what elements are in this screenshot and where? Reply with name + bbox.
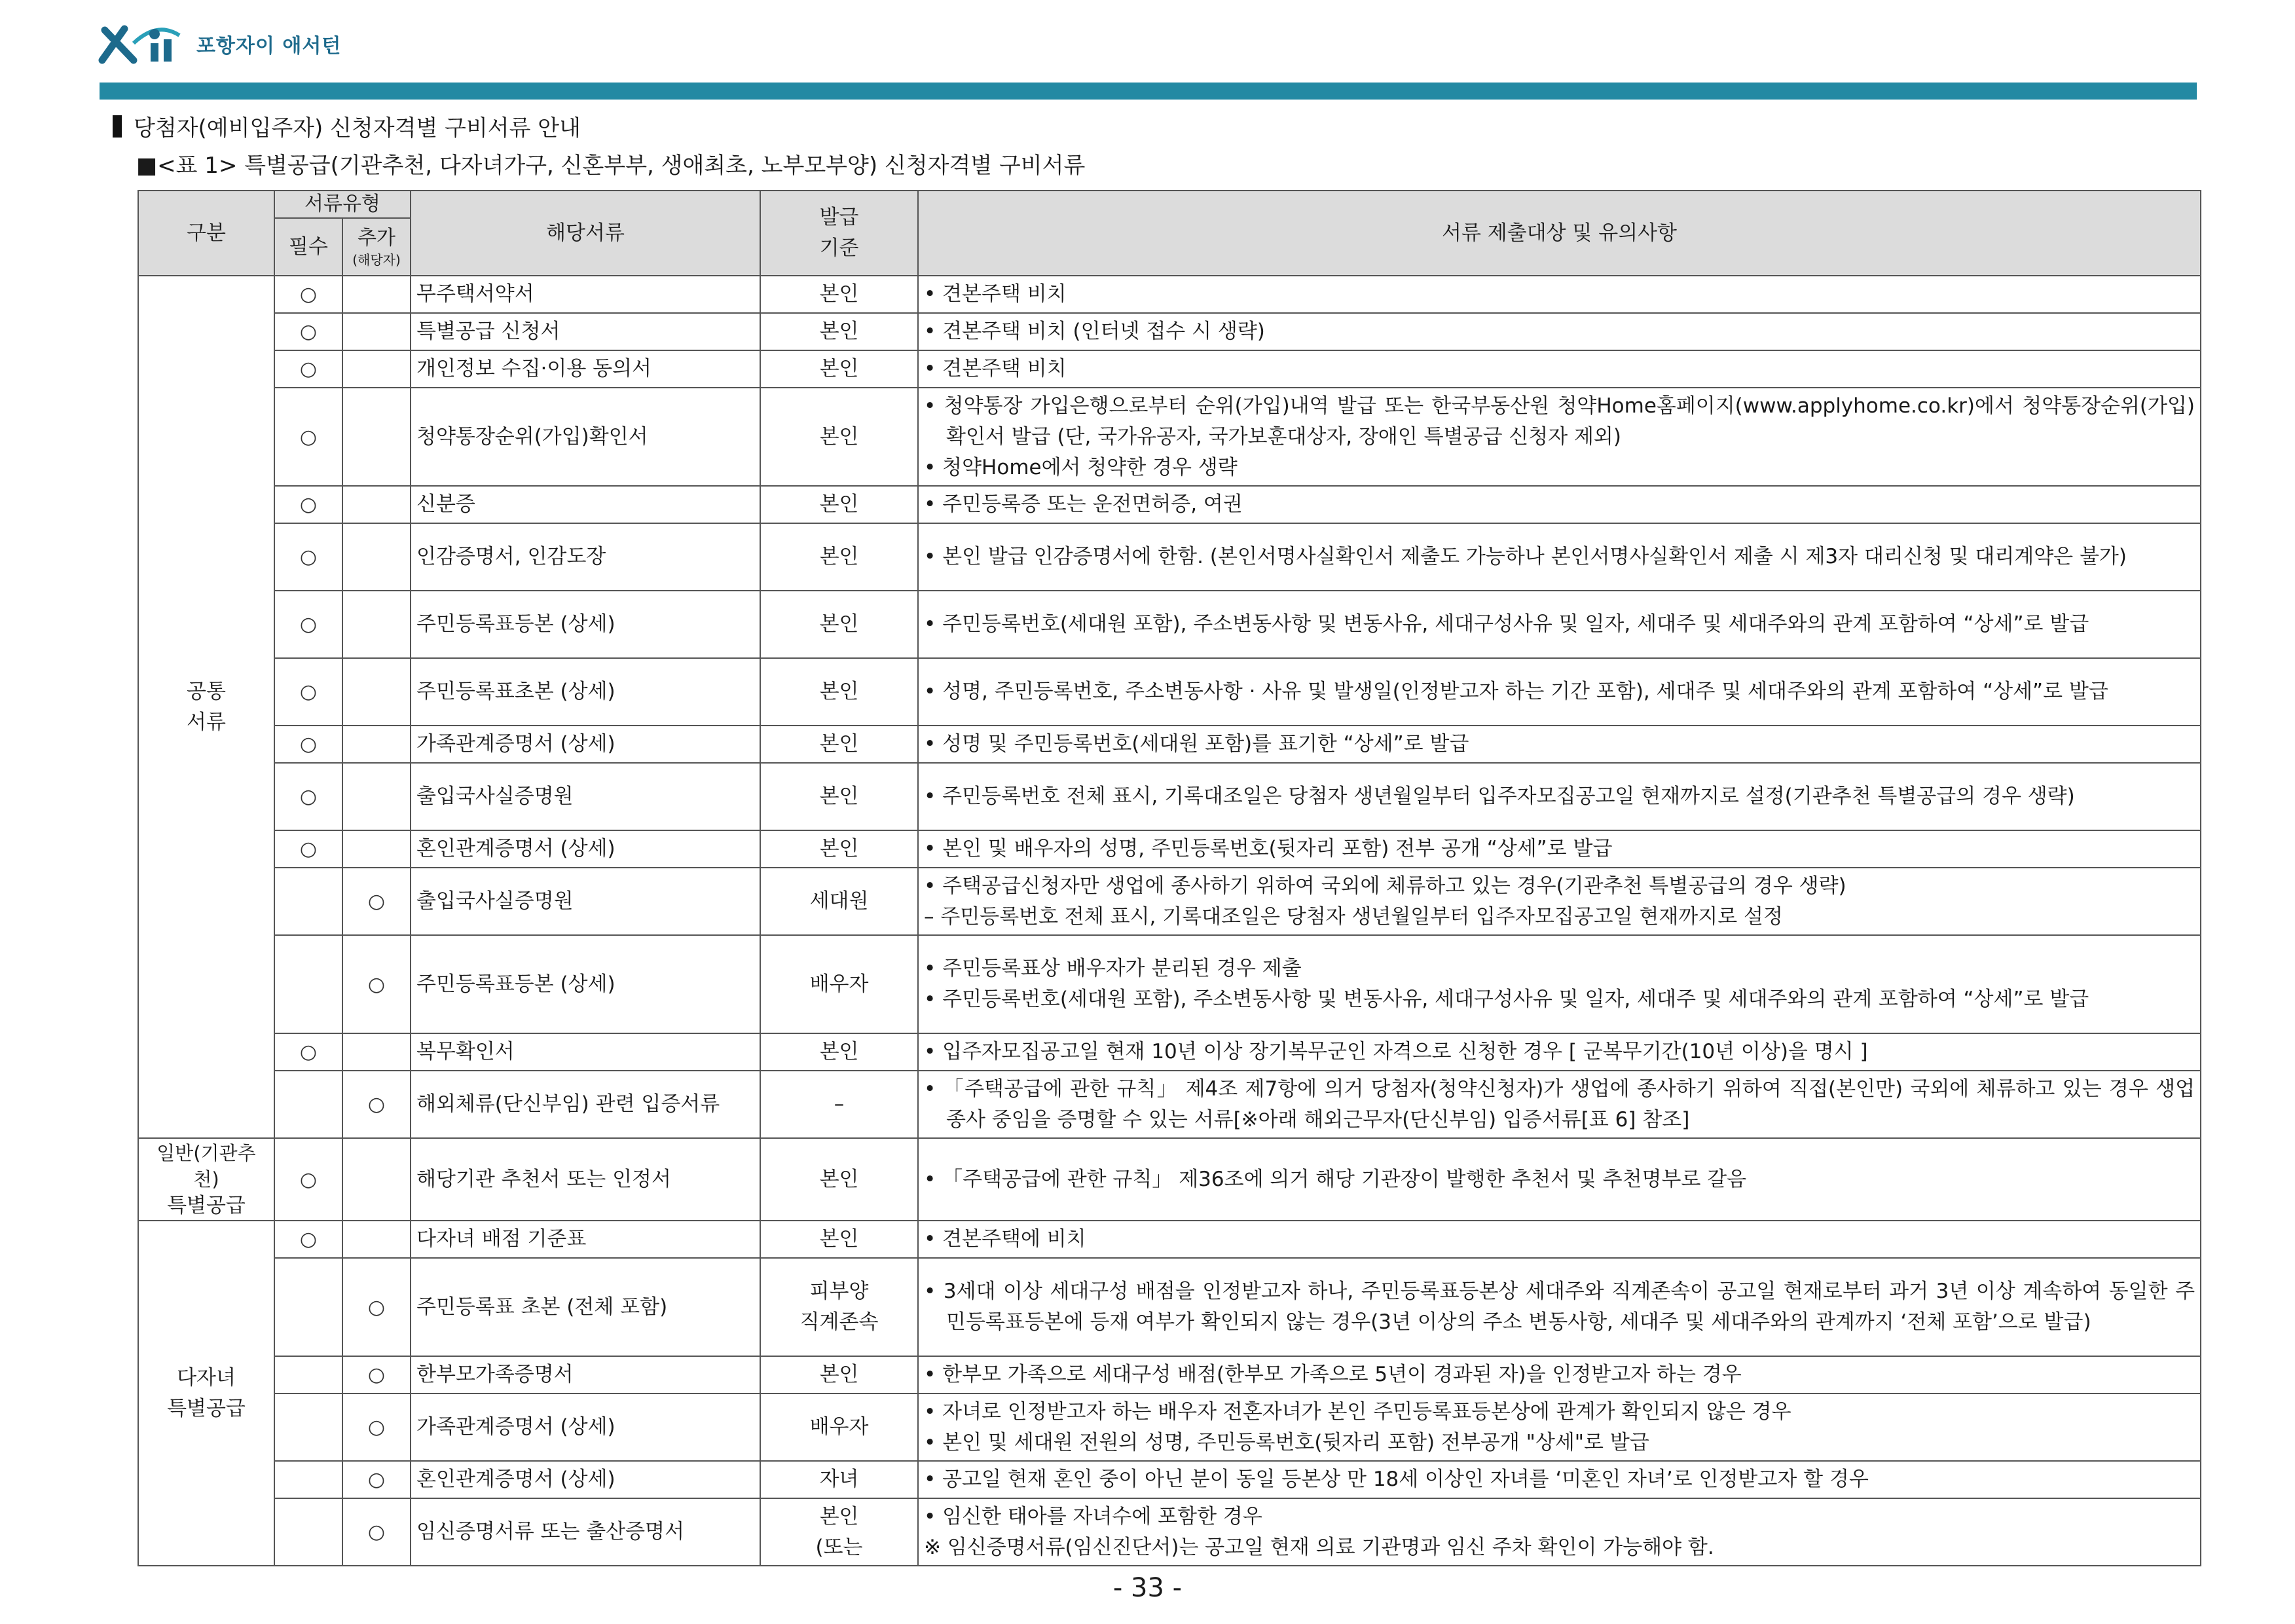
additional-mark [342,726,411,763]
table-row [138,935,2201,1033]
category-common-2: 서류 [187,710,226,734]
header-issue-basis-1: 발급 [819,206,859,229]
additional-mark: ○ [342,1258,411,1356]
notes-cell [918,1498,2201,1566]
header-document: 해당서류 [411,191,760,276]
notes-cell [918,350,2201,388]
header-issue-basis [760,191,918,276]
basis-cell: 자녀 [760,1461,918,1498]
notes-cell [918,523,2201,591]
table-row [138,1461,2201,1498]
document-cell: 한부모가족증명서 [411,1356,760,1393]
table-row [138,1221,2201,1258]
note-line: • 견본주택 비치 (인터넷 접수 시 생략) [924,320,1265,343]
additional-mark [342,276,411,313]
category-multichild-1: 다자녀 [177,1365,236,1390]
basis-cell: 본인 [760,763,918,830]
note-line: • 청약통장 가입은행으로부터 순위(가입)내역 발급 또는 한국부동산원 청약Home홈페이지(www.applyhome.co.kr)에서 청약통장순위(가입)확인서 발급 (단, 국가유공자, 국가보훈대상자, 장애인 특별공급 신청자 제외) [924,394,2195,449]
document-cell: 청약통장순위(가입)확인서 [411,388,760,486]
notes-cell [918,276,2201,313]
additional-mark [342,313,411,350]
required-mark: ○ [274,830,342,868]
required-mark: ○ [274,276,342,313]
document-cell: 인감증명서, 인감도장 [411,523,760,591]
section-bullet [113,115,122,138]
required-mark: ○ [274,763,342,830]
document-cell: 임신증명서류 또는 출산증명서 [411,1498,760,1566]
document-cell: 주민등록표등본 (상세) [411,591,760,658]
notes-cell [918,868,2201,935]
notes-cell [918,1138,2201,1221]
table-row [138,763,2201,830]
basis-cell: 본인 [760,830,918,868]
basis-cell: 세대원 [760,868,918,935]
additional-mark [342,658,411,726]
xi-logo-icon [98,21,182,67]
required-mark: ○ [274,486,342,523]
table-row [138,1138,2201,1221]
notes-cell [918,763,2201,830]
document-cell: 혼인관계증명서 (상세) [411,1461,760,1498]
note-line: • 주민등록번호(세대원 포함), 주소변동사항 및 변동사유, 세대구성사유 및 일자, 세대주 및 세대주와의 관계 포함하여 “상세”로 발급 [924,612,2089,636]
note-line: • 본인 발급 인감증명서에 한함. (본인서명사실확인서 제출도 가능하나 본인서명사실확인서 제출 시 제3자 대리신청 및 대리계약은 불가) [924,545,2127,568]
additional-mark [342,388,411,486]
basis-cell: 배우자 [760,1393,918,1461]
header-additional-note: (해당자) [352,252,401,268]
table-row [138,1071,2201,1138]
basis-cell: 본인 [760,276,918,313]
basis-cell: 본인 [760,313,918,350]
required-mark [274,868,342,935]
note-line: – 주민등록번호 전체 표시, 기록대조일은 당첨자 생년월일부터 입주자모집공고일 현재까지로 설정 [924,904,1783,929]
notes-cell [918,1033,2201,1071]
notes-cell [918,486,2201,523]
additional-mark: ○ [342,935,411,1033]
document-cell: 가족관계증명서 (상세) [411,1393,760,1461]
additional-mark: ○ [342,868,411,935]
basis-cell: 본인 [760,1221,918,1258]
required-mark: ○ [274,658,342,726]
required-mark: ○ [274,591,342,658]
note-line: • 주민등록번호(세대원 포함), 주소변동사항 및 변동사유, 세대구성사유 및 일자, 세대주 및 세대주와의 관계 포함하여 “상세”로 발급 [924,987,2089,1011]
document-cell: 출입국사실증명원 [411,868,760,935]
basis-cell: 본인 [760,658,918,726]
basis-cell: 본인 [760,1033,918,1071]
table-row [138,1356,2201,1393]
basis-cell: 본인 [760,486,918,523]
category-general [138,1138,274,1221]
header-issue-basis-2: 기준 [819,236,859,260]
notes-cell [918,1461,2201,1498]
note-line: ※ 임신증명서류(임신진단서)는 공고일 현재 의료 기관명과 임신 주차 확인이 가능해야 함. [924,1535,1714,1559]
required-mark: ○ [274,313,342,350]
additional-mark: ○ [342,1393,411,1461]
table-row [138,830,2201,868]
category-general-1: 일반(기관추천) [156,1142,256,1190]
note-line: • 주민등록증 또는 운전면허증, 여권 [924,492,1243,516]
basis-line: 피부양 [809,1280,869,1303]
document-cell: 해외체류(단신부임) 관련 입증서류 [411,1071,760,1138]
required-mark: ○ [274,350,342,388]
table-row [138,388,2201,486]
table-row [138,276,2201,313]
notes-cell [918,1356,2201,1393]
note-line: • 3세대 이상 세대구성 배점을 인정받고자 하나, 주민등록표등본상 세대주와 직계존속이 공고일 현재로부터 과거 3년 이상 계속하여 동일한 주민등록표등본에 등재 여부가 확인되지 않는 경우(3년 이상의 주소 변동사항, 세대주 및 세대주와의 관계까지 ‘전체 포함’으로 발급) [924,1280,2195,1334]
document-cell: 개인정보 수집·이용 동의서 [411,350,760,388]
notes-cell [918,1393,2201,1461]
document-cell: 가족관계증명서 (상세) [411,726,760,763]
additional-mark [342,350,411,388]
notes-cell [918,1071,2201,1138]
category-common [138,276,274,1138]
notes-cell [918,591,2201,658]
table-row [138,658,2201,726]
basis-cell: 본인 [760,1138,918,1221]
category-multichild-2: 특별공급 [167,1396,246,1420]
note-line: • 「주택공급에 관한 규칙」 제4조 제7항에 의거 당첨자(청약신청자)가 생업에 종사하기 위하여 직접(본인만) 국외에 체류하고 있는 경우 생업종사 중임을 증명할 수 있는 서류[※아래 해외근무자(단신부임) 입증서류[표 6] 참조] [924,1077,2195,1132]
brand-name: 포항자이 애서턴 [196,35,342,58]
document-cell: 특별공급 신청서 [411,313,760,350]
additional-mark [342,763,411,830]
section-title [113,110,581,142]
additional-mark: ○ [342,1356,411,1393]
basis-cell: 본인 [760,591,918,658]
table-row [138,1258,2201,1356]
brand-logo [98,21,341,67]
note-line: • 성명 및 주민등록번호(세대원 포함)를 표기한 “상세”로 발급 [924,732,1469,756]
document-table [138,190,2201,1566]
table-row [138,726,2201,763]
header-notes: 서류 제출대상 및 유의사항 [918,191,2201,276]
document-cell: 무주택서약서 [411,276,760,313]
additional-mark: ○ [342,1071,411,1138]
notes-cell [918,658,2201,726]
note-line: • 자녀로 인정받고자 하는 배우자 전혼자녀가 본인 주민등록표등본상에 관계가 확인되지 않은 경우 [924,1399,1791,1424]
basis-line: 본인 [819,1504,859,1528]
document-cell: 주민등록표초본 (상세) [411,658,760,726]
table-row [138,591,2201,658]
note-line: • 견본주택에 비치 [924,1227,1086,1251]
header-additional-label: 추가 [358,227,395,249]
note-line: • 견본주택 비치 [924,357,1067,380]
required-mark [274,1393,342,1461]
required-mark [274,1258,342,1356]
header-bar [100,83,2197,100]
required-mark: ○ [274,726,342,763]
notes-cell [918,1221,2201,1258]
additional-mark [342,523,411,591]
header-required: 필수 [274,218,342,276]
header-category: 구분 [138,191,274,276]
note-line: • 본인 및 세대원 전원의 성명, 주민등록번호(뒷자리 포함) 전부공개 "상세"로 발급 [924,1430,1649,1454]
additional-mark [342,1033,411,1071]
note-line: • 견본주택 비치 [924,282,1067,306]
required-mark: ○ [274,388,342,486]
document-cell: 출입국사실증명원 [411,763,760,830]
document-cell: 주민등록표 초본 (전체 포함) [411,1258,760,1356]
table-row [138,1033,2201,1071]
header-doc-type: 서류유형 [274,191,411,218]
note-line: • 공고일 현재 혼인 중이 아닌 분이 동일 등본상 만 18세 이상인 자녀를 ‘미혼인 자녀’로 인정받고자 할 경우 [924,1467,1869,1491]
notes-cell [918,1258,2201,1356]
document-cell: 혼인관계증명서 (상세) [411,830,760,868]
additional-mark: ○ [342,1461,411,1498]
additional-mark [342,591,411,658]
additional-mark [342,830,411,868]
required-mark [274,935,342,1033]
basis-cell: 본인 [760,726,918,763]
table-row [138,523,2201,591]
basis-line: 직계존속 [799,1310,879,1334]
section-title-text: 당첨자(예비입주자) 신청자격별 구비서류 안내 [134,115,581,141]
notes-cell [918,830,2201,868]
required-mark [274,1071,342,1138]
basis-cell: 배우자 [760,935,918,1033]
note-line: • 주민등록번호 전체 표시, 기록대조일은 당첨자 생년월일부터 입주자모집공고일 현재까지로 설정(기관추천 특별공급의 경우 생략) [924,784,2075,808]
basis-cell [760,1498,918,1566]
notes-cell [918,313,2201,350]
required-mark [274,1498,342,1566]
table-row [138,1498,2201,1566]
additional-mark [342,1221,411,1258]
note-line: • 주택공급신청자만 생업에 종사하기 위하여 국외에 체류하고 있는 경우(기관추천 특별공급의 경우 생략) [924,874,1846,898]
note-line: • 한부모 가족으로 세대구성 배점(한부모 가족으로 5년이 경과된 자)을 인정받고자 하는 경우 [924,1363,1742,1386]
table-row [138,868,2201,935]
document-cell: 해당기관 추천서 또는 인정서 [411,1138,760,1221]
required-mark: ○ [274,1221,342,1258]
basis-cell: 본인 [760,523,918,591]
additional-mark [342,1138,411,1221]
required-mark: ○ [274,1138,342,1221]
basis-cell: 본인 [760,1356,918,1393]
category-multichild [138,1221,274,1566]
note-line: • 성명, 주민등록번호, 주소변동사항 · 사유 및 발생일(인정받고자 하는 기간 포함), 세대주 및 세대주와의 관계 포함하여 “상세”로 발급 [924,680,2108,703]
required-mark: ○ [274,1033,342,1071]
note-line: • 주민등록표상 배우자가 분리된 경우 제출 [924,957,1302,980]
table-row [138,313,2201,350]
table-row [138,350,2201,388]
category-common-1: 공통 [187,679,226,703]
table-row [138,486,2201,523]
note-line: • 임신한 태아를 자녀수에 포함한 경우 [924,1504,1262,1528]
notes-cell [918,388,2201,486]
table-title: ■<표 1> 특별공급(기관추천, 다자녀가구, 신혼부부, 생애최초, 노부모부양) 신청자격별 구비서류 [136,153,1086,179]
additional-mark: ○ [342,1498,411,1566]
document-cell: 다자녀 배점 기준표 [411,1221,760,1258]
required-mark: ○ [274,523,342,591]
basis-line: (또는 [815,1535,863,1559]
required-mark [274,1356,342,1393]
document-cell: 신분증 [411,486,760,523]
header-additional [342,218,411,276]
table-row [138,1393,2201,1461]
note-line: • 본인 및 배우자의 성명, 주민등록번호(뒷자리 포함) 전부 공개 “상세”로 발급 [924,837,1613,860]
basis-cell: – [760,1071,918,1138]
category-general-2: 특별공급 [167,1194,246,1217]
note-line: • 청약Home에서 청약한 경우 생략 [924,455,1238,479]
note-line: • 입주자모집공고일 현재 10년 이상 장기복무군인 자격으로 신청한 경우 [ 군복무기간(10년 이상)을 명시 ] [924,1040,1868,1063]
document-cell: 복무확인서 [411,1033,760,1071]
note-line: • 「주택공급에 관한 규칙」 제36조에 의거 해당 기관장이 발행한 추천서 및 추천명부로 갈음 [924,1167,1747,1191]
notes-cell [918,935,2201,1033]
additional-mark [342,486,411,523]
document-cell: 주민등록표등본 (상세) [411,935,760,1033]
basis-cell: 본인 [760,350,918,388]
required-mark [274,1461,342,1498]
basis-cell [760,1258,918,1356]
page-number: - 33 - [1112,1573,1183,1603]
notes-cell [918,726,2201,763]
basis-cell: 본인 [760,388,918,486]
